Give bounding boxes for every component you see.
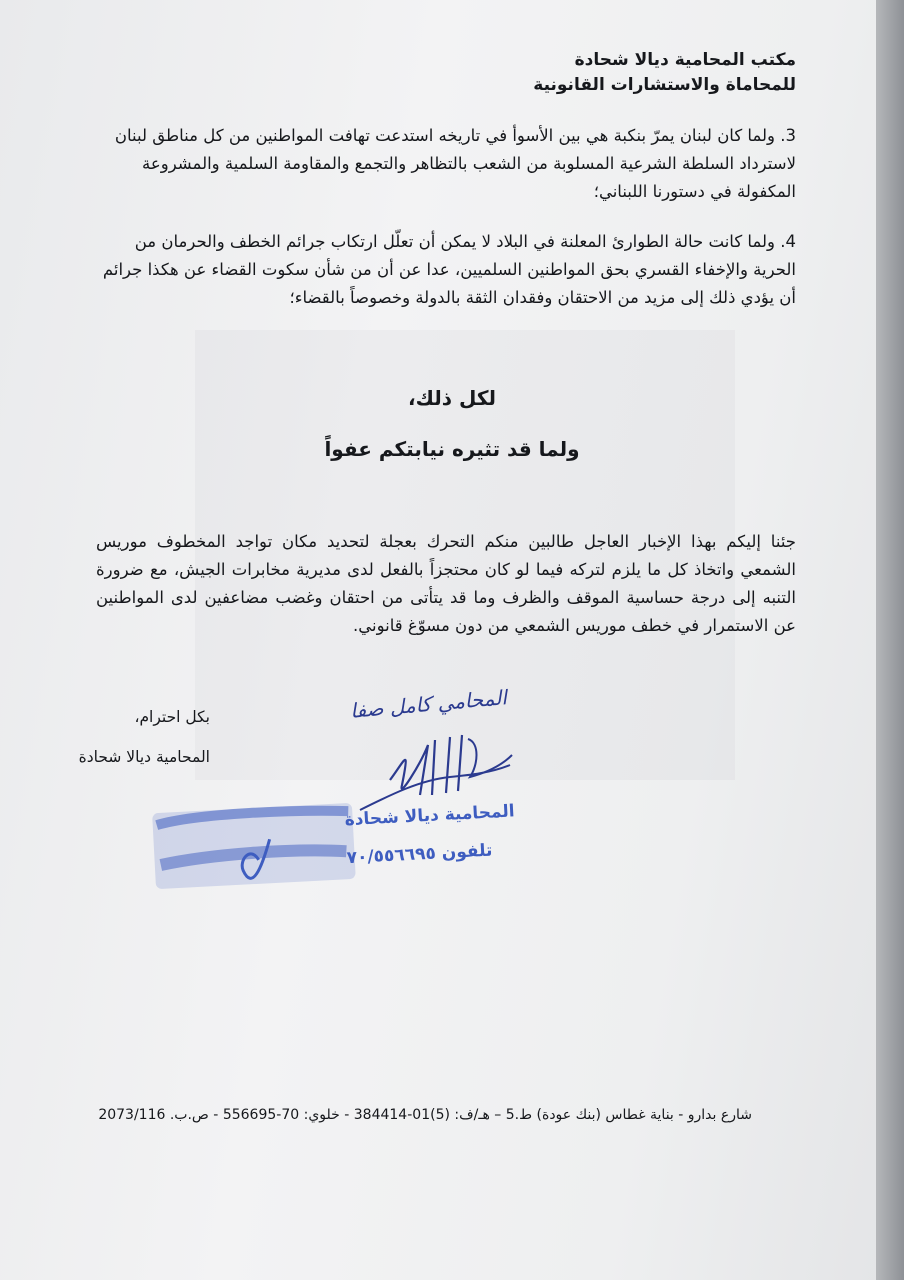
footer-address: شارع بدارو - بناية غطاس (بنك عودة) ط.5 – هـ/ف: (5)01-384414 - خلوي: 70-556695 - ص.ب. 2073/116 (98, 1107, 752, 1123)
stamp-line-name: المحامية ديالا شحادة (344, 801, 516, 831)
clause-number: 4. (780, 232, 796, 251)
page-edge (876, 0, 904, 1280)
stamp-line-phone: تلفون ٧٠/٥٥٦٦٩٥ (346, 840, 493, 869)
handwritten-name: المحامي كامل صفا (349, 685, 508, 723)
letterhead (376, 48, 796, 98)
clause-text: ولما كانت حالة الطوارئ المعلنة في البلاد لا يمكن أن تعلّل ارتكاب جرائم الخطف والحرمان من الحرية والإخفاء القسري بحق المواطنين السلميين، عدا عن أن من شأن سكوت القضاء عن هكذا جرائم أن يؤدي ذلك إلى مزيد من الاحتقان وفقدان الثقة بالدولة وخصوصاً بالقضاء؛ (102, 232, 796, 307)
closing-regards: بكل احترام، (134, 708, 210, 726)
letterhead-line-office: مكتب المحامية ديالا شحادة (574, 50, 796, 70)
letterhead-line-services: للمحاماة والاستشارات القانونية (533, 75, 796, 95)
clause-3 (96, 122, 796, 206)
lawyer-name: المحامية ديالا شحادة (78, 748, 210, 766)
conclusion-heading: لكل ذلك، (408, 386, 496, 410)
clause-number: 3. (780, 126, 796, 145)
clause-4 (96, 228, 796, 312)
conclusion-subheading: ولما قد تثيره نيابتكم عفواً (324, 437, 580, 461)
lawyer-stamp-icon (150, 800, 516, 895)
request-paragraph: جئنا إليكم بهذا الإخبار العاجل طالبين منكم التحرك بعجلة لتحديد مكان تواجد المخطوف موريس الشمعي واتخاذ كل ما يلزم لتركه فيما لو كان محتجزاً بالفعل لدى مديرية مخابرات الجيش، مع ضرورة التنبه إلى درجة حساسية الموقف والظرف وما قد يتأتى من احتقان وغضب مضاعفين لدى المواطنين عن الاستمرار في خطف موريس الشمعي من دون مسوّغ قانوني. (96, 532, 796, 635)
clause-text: ولما كان لبنان يمرّ بنكبة هي بين الأسوأ في تاريخه استدعت تهافت المواطنين من كل مناطق لبنان لاسترداد السلطة الشرعية المسلوبة من الشعب بالتظاهر والتجمع والمقاومة السلمية والمشروعة المكفولة في دستورنا اللبناني؛ (114, 126, 796, 201)
